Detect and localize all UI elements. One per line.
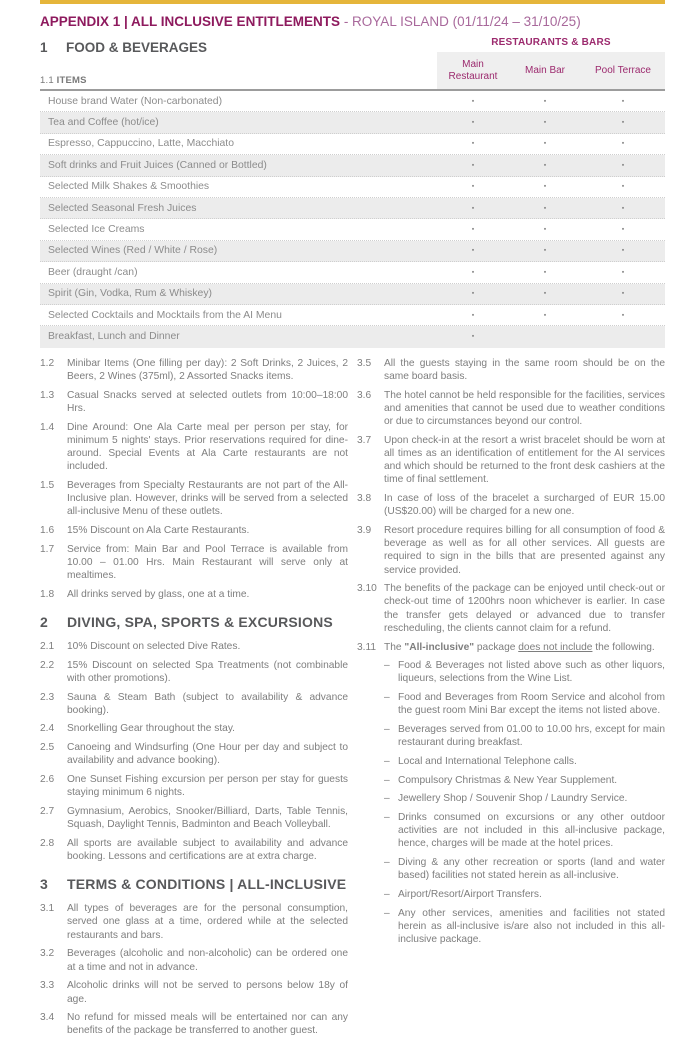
bullet-dash: –: [384, 774, 390, 786]
term-number: 3.5: [357, 357, 372, 369]
term-item-3-2: [40, 947, 348, 973]
included-dot: ▪: [543, 311, 547, 319]
included-dot: ▪: [471, 183, 475, 191]
row-label: Espresso, Cappuccino, Latte, Macchiato: [48, 138, 234, 150]
bullet-dash: –: [384, 889, 390, 901]
table-row: [40, 305, 665, 326]
included-dot: ▪: [471, 119, 475, 127]
term-item-1-3: [40, 389, 348, 415]
document-title-sub: - ROYAL ISLAND (01/11/24 – 31/10/25): [340, 14, 581, 29]
term-item-2-1: [40, 640, 348, 653]
section-3-title: TERMS & CONDITIONS | ALL-INCLUSIVE: [67, 876, 347, 893]
exclusion-bullet: [357, 659, 665, 685]
subsection-1-1-title: ITEMS: [56, 75, 87, 86]
terms-two-column-area: [40, 357, 665, 1043]
bullet-text: Food and Beverages from Room Service and alcohol from the guest room Mini Bar except the items not listed above.: [398, 692, 665, 717]
bullet-text: Diving & any other recreation or sports (land and water based) facilities not stated herein as all-inclusive.: [398, 857, 665, 882]
term-item-2-6: [40, 773, 348, 799]
term-number: 2.7: [40, 805, 55, 817]
term-text: Resort procedure requires billing for all consumption of food & beverage as well as for all other services. All guests are required to sign in the bills that are presented against any service provided.: [384, 524, 665, 576]
term-number: 3.1: [40, 903, 55, 915]
included-dot: ▪: [471, 226, 475, 234]
restaurants-bars-header: [437, 37, 665, 89]
term-text: Beverages from Specialty Restaurants are not part of the All-Inclusive plan. However, drinks will be served from a selected all-inclusive Menu of these outlets.: [67, 479, 348, 518]
bullet-dash: –: [384, 907, 390, 919]
included-dot: ▪: [471, 161, 475, 169]
term-text-part: the following.: [592, 641, 655, 653]
included-dot: ▪: [621, 97, 625, 105]
section-1-heading: [40, 40, 207, 55]
term-text: Canoeing and Windsurfing (One Hour per day and subject to availability and advance booking).: [67, 742, 348, 767]
table-row: [40, 241, 665, 262]
row-label: Selected Seasonal Fresh Juices: [48, 202, 197, 214]
section-2-number: 2: [40, 613, 48, 630]
term-number: 3.2: [40, 948, 55, 960]
included-dot: ▪: [621, 290, 625, 298]
term-text: Sauna & Steam Bath (subject to availability & advance booking).: [67, 691, 348, 716]
table-row: [40, 134, 665, 155]
included-dot: ▪: [471, 290, 475, 298]
included-dot: ▪: [543, 183, 547, 191]
included-dot: ▪: [621, 119, 625, 127]
terms-left-column: [40, 357, 348, 1043]
term-item-1-8: [40, 588, 348, 601]
term-text: All sports are available subject to availability and advance booking. Lessons and certifications are at extra charge.: [67, 837, 348, 863]
row-label: Selected Milk Shakes & Smoothies: [48, 181, 210, 193]
bullet-dash: –: [384, 755, 390, 767]
term-item-2-2: [40, 659, 348, 685]
exclusion-bullet: [357, 792, 665, 805]
exclusion-bullet: [357, 907, 665, 947]
included-dot: ▪: [471, 333, 475, 341]
subsection-1-1-heading: [40, 75, 207, 86]
term-item-2-7: [40, 805, 348, 831]
term-text: Alcoholic drinks will not be served to persons below 18y of age.: [67, 980, 348, 1005]
row-label: Spirit (Gin, Vodka, Rum & Whiskey): [48, 288, 212, 300]
document-title-main: APPENDIX 1 | ALL INCLUSIVE ENTITLEMENTS: [40, 14, 341, 29]
bullet-dash: –: [384, 692, 390, 704]
term-number: 3.6: [357, 389, 372, 401]
table-row: [40, 155, 665, 176]
included-dot: ▪: [471, 204, 475, 212]
table-header-area: [40, 37, 665, 89]
included-dot: ▪: [471, 268, 475, 276]
term-number: 3.7: [357, 434, 372, 446]
terms-right-column: [357, 357, 665, 1043]
term-number: 2.5: [40, 742, 55, 754]
row-label: Beer (draught /can): [48, 266, 138, 278]
term-item-1-4: [40, 421, 348, 474]
table-row: [40, 326, 665, 347]
term-number: 2.3: [40, 691, 55, 703]
term-number: 1.5: [40, 479, 55, 491]
term-text: Gymnasium, Aerobics, Snooker/Billiard, Darts, Table Tennis, Squash, Daylight Tennis, Badminton and Beach Volleyball.: [67, 805, 348, 831]
top-accent-bar: [40, 0, 665, 4]
bullet-dash: –: [384, 660, 390, 672]
bullet-text: Airport/Resort/Airport Transfers.: [398, 889, 542, 901]
term-item-1-5: [40, 479, 348, 519]
term-number: 2.8: [40, 837, 55, 849]
term-text: The hotel cannot be held responsible for the facilities, services and amenities that cannot be used due to weather conditions or due to circumstances beyond our control.: [384, 389, 665, 427]
term-item-3-4: [40, 1011, 348, 1037]
included-dot: ▪: [621, 247, 625, 255]
included-dot: ▪: [471, 140, 475, 148]
term-text: All drinks served by glass, one at a time.: [67, 588, 250, 600]
bullet-dash: –: [384, 724, 390, 736]
term-item-1-2: [40, 357, 348, 383]
column-header-main-restaurant: Main Restaurant: [448, 59, 498, 82]
section-3-heading: [40, 876, 348, 892]
term-text: All the guests staying in the same room should be on the same board basis.: [384, 357, 665, 382]
term-item-2-5: [40, 741, 348, 767]
term-number: 1.4: [40, 421, 55, 433]
term-text: All types of beverages are for the personal consumption, served one glass at a time, ordered while at the selected restaurants and bars.: [67, 903, 348, 941]
row-label: Breakfast, Lunch and Dinner: [48, 331, 180, 343]
term-text: The benefits of the package can be enjoyed until check-out or check-out time of 1200hrs noon whichever is earlier. In case the transfer gets delayed or advanced due to transfer rescheduling, the clients cannot claim for a refund.: [384, 583, 665, 634]
term-item-3-9: [357, 524, 665, 577]
term-text: No refund for missed meals will be entertained nor can any benefits of the package be transferred to another guest.: [67, 1012, 348, 1037]
included-dot: ▪: [543, 140, 547, 148]
term-text: Beverages (alcoholic and non-alcoholic) can be ordered one at a time and not in advance.: [67, 948, 348, 973]
term-item-3-11: [357, 641, 665, 654]
term-text-part: The: [384, 641, 405, 653]
bullet-dash: –: [384, 857, 390, 869]
term-item-3-3: [40, 979, 348, 1005]
included-dot: ▪: [621, 204, 625, 212]
exclusion-bullet: [357, 774, 665, 787]
section-3-number: 3: [40, 876, 48, 893]
term-number: 3.8: [357, 493, 372, 505]
section-1-number: 1: [40, 40, 48, 55]
term-number: 3.10: [357, 583, 377, 595]
table-row: [40, 198, 665, 219]
term-text: Snorkelling Gear throughout the stay.: [67, 723, 236, 735]
table-row: [40, 177, 665, 198]
exclusion-bullet: [357, 691, 665, 717]
column-header-box: [437, 52, 665, 89]
included-dot: ▪: [621, 226, 625, 234]
exclusion-bullet: [357, 811, 665, 851]
term-number: 3.9: [357, 524, 372, 536]
term-item-3-5: [357, 357, 665, 383]
term-number: 2.4: [40, 723, 55, 735]
section-2-heading: [40, 614, 348, 630]
term-item-3-1: [40, 902, 348, 942]
term-number: 3.3: [40, 980, 55, 992]
bullet-dash: –: [384, 812, 390, 824]
term-text: Minibar Items (One filling per day): 2 Soft Drinks, 2 Juices, 2 Beers, 2 Wines (375ml), 2 Assorted Snacks items.: [67, 357, 348, 382]
included-dot: ▪: [543, 226, 547, 234]
bullet-text: Food & Beverages not listed above such as other liquors, liqueurs, selections from the Wine List.: [398, 660, 665, 685]
included-dot: ▪: [543, 161, 547, 169]
term-number: 2.2: [40, 659, 55, 671]
entitlements-table: [40, 91, 665, 348]
term-item-2-3: [40, 691, 348, 717]
term-text: [384, 641, 665, 654]
column-header-pool-terrace: Pool Terrace: [595, 64, 651, 76]
term-text: Service from: Main Bar and Pool Terrace is available from 10.00 – 01.00 Hrs. Main Restaurant will serve only at mealtimes.: [67, 543, 348, 582]
term-item-2-4: [40, 722, 348, 735]
term-item-1-7: [40, 543, 348, 583]
term-number: 1.8: [40, 588, 55, 600]
table-row: [40, 262, 665, 283]
row-label: Selected Wines (Red / White / Rose): [48, 245, 218, 257]
term-item-1-6: [40, 524, 348, 537]
bullet-text: Any other services, amenities and facilities not stated herein as all-inclusive is/are also not included in this all-inclusive package.: [398, 907, 665, 946]
included-dot: ▪: [543, 97, 547, 105]
included-dot: ▪: [471, 97, 475, 105]
section-header-left: [40, 37, 207, 89]
document-title: [40, 13, 665, 30]
restaurants-bars-label: RESTAURANTS & BARS: [491, 37, 611, 48]
exclusion-bullet: [357, 755, 665, 768]
term-text: Casual Snacks served at selected outlets from 10:00–18:00 Hrs.: [67, 389, 348, 414]
term-text-part: package: [474, 641, 519, 653]
term-text: 10% Discount on selected Dive Rates.: [67, 640, 241, 652]
exclusion-bullet: [357, 723, 665, 749]
term-text-bold: "All-inclusive": [404, 641, 475, 653]
table-row: [40, 91, 665, 112]
included-dot: ▪: [621, 268, 625, 276]
bullet-text: Beverages served from 01.00 to 10.00 hrs, except for main restaurant during breakfast.: [398, 724, 665, 749]
term-text: One Sunset Fishing excursion per person per stay for guests staying minimum 6 nights.: [67, 774, 348, 799]
bullet-text: Compulsory Christmas & New Year Supplement.: [398, 774, 618, 786]
term-item-3-10: [357, 582, 665, 635]
term-number: 1.6: [40, 524, 55, 536]
bullet-dash: –: [384, 793, 390, 805]
included-dot: ▪: [543, 247, 547, 255]
row-label: Soft drinks and Fruit Juices (Canned or Bottled): [48, 159, 267, 171]
term-number: 2.6: [40, 774, 55, 786]
bullet-text: Drinks consumed on excursions or any other outdoor activities are not included in this all-inclusive package, hence, charges will be made at the hotel prices.: [398, 812, 665, 850]
section-2-title: DIVING, SPA, SPORTS & EXCURSIONS: [67, 613, 333, 630]
table-row: [40, 112, 665, 133]
section-1-title: FOOD & BEVERAGES: [66, 40, 208, 55]
term-item-2-8: [40, 837, 348, 863]
included-dot: ▪: [543, 119, 547, 127]
term-number: 1.7: [40, 543, 55, 555]
term-text-underlined: does not include: [518, 641, 593, 653]
term-text: In case of loss of the bracelet a surcharged of EUR 15.00 (US$20.00) will be charged for a new one.: [384, 493, 665, 518]
included-dot: ▪: [621, 161, 625, 169]
table-row: [40, 219, 665, 240]
included-dot: ▪: [621, 311, 625, 319]
exclusion-bullet: [357, 856, 665, 882]
column-header-main-bar: Main Bar: [524, 64, 565, 76]
exclusion-bullet: [357, 888, 665, 901]
term-text: 15% Discount on selected Spa Treatments (not combinable with other promotions).: [67, 659, 348, 684]
row-label: Tea and Coffee (hot/ice): [48, 117, 159, 129]
included-dot: ▪: [543, 290, 547, 298]
row-label: Selected Cocktails and Mocktails from the AI Menu: [48, 309, 282, 321]
term-item-3-8: [357, 492, 665, 518]
row-label: House brand Water (Non-carbonated): [48, 95, 223, 107]
term-item-3-7: [357, 434, 665, 487]
bullet-text: Local and International Telephone calls.: [398, 755, 577, 767]
term-number: 3.4: [40, 1012, 55, 1024]
term-text: 15% Discount on Ala Carte Restaurants.: [67, 524, 250, 536]
included-dot: ▪: [621, 183, 625, 191]
subsection-1-1-number: 1.1: [40, 75, 54, 86]
term-text: Upon check-in at the resort a wrist bracelet should be worn at all times as an identification of entitlement for the AI services and which should be returned to the front desk cashiers at the time of final settlement.: [384, 434, 665, 486]
term-text: Dine Around: One Ala Carte meal per person per stay, for minimum 5 nights' stays. Prior reservations required for dine-around. Special Events at Ala Carte restaurants are not included.: [67, 421, 348, 473]
included-dot: ▪: [543, 268, 547, 276]
term-number: 3.11: [357, 641, 377, 653]
term-number: 1.2: [40, 357, 55, 369]
table-row: [40, 284, 665, 305]
included-dot: ▪: [471, 311, 475, 319]
included-dot: ▪: [543, 204, 547, 212]
included-dot: ▪: [471, 247, 475, 255]
bullet-text: Jewellery Shop / Souvenir Shop / Laundry Service.: [398, 793, 628, 805]
term-number: 1.3: [40, 389, 55, 401]
included-dot: ▪: [621, 140, 625, 148]
row-label: Selected Ice Creams: [48, 224, 145, 236]
term-item-3-6: [357, 389, 665, 429]
term-number: 2.1: [40, 640, 55, 652]
